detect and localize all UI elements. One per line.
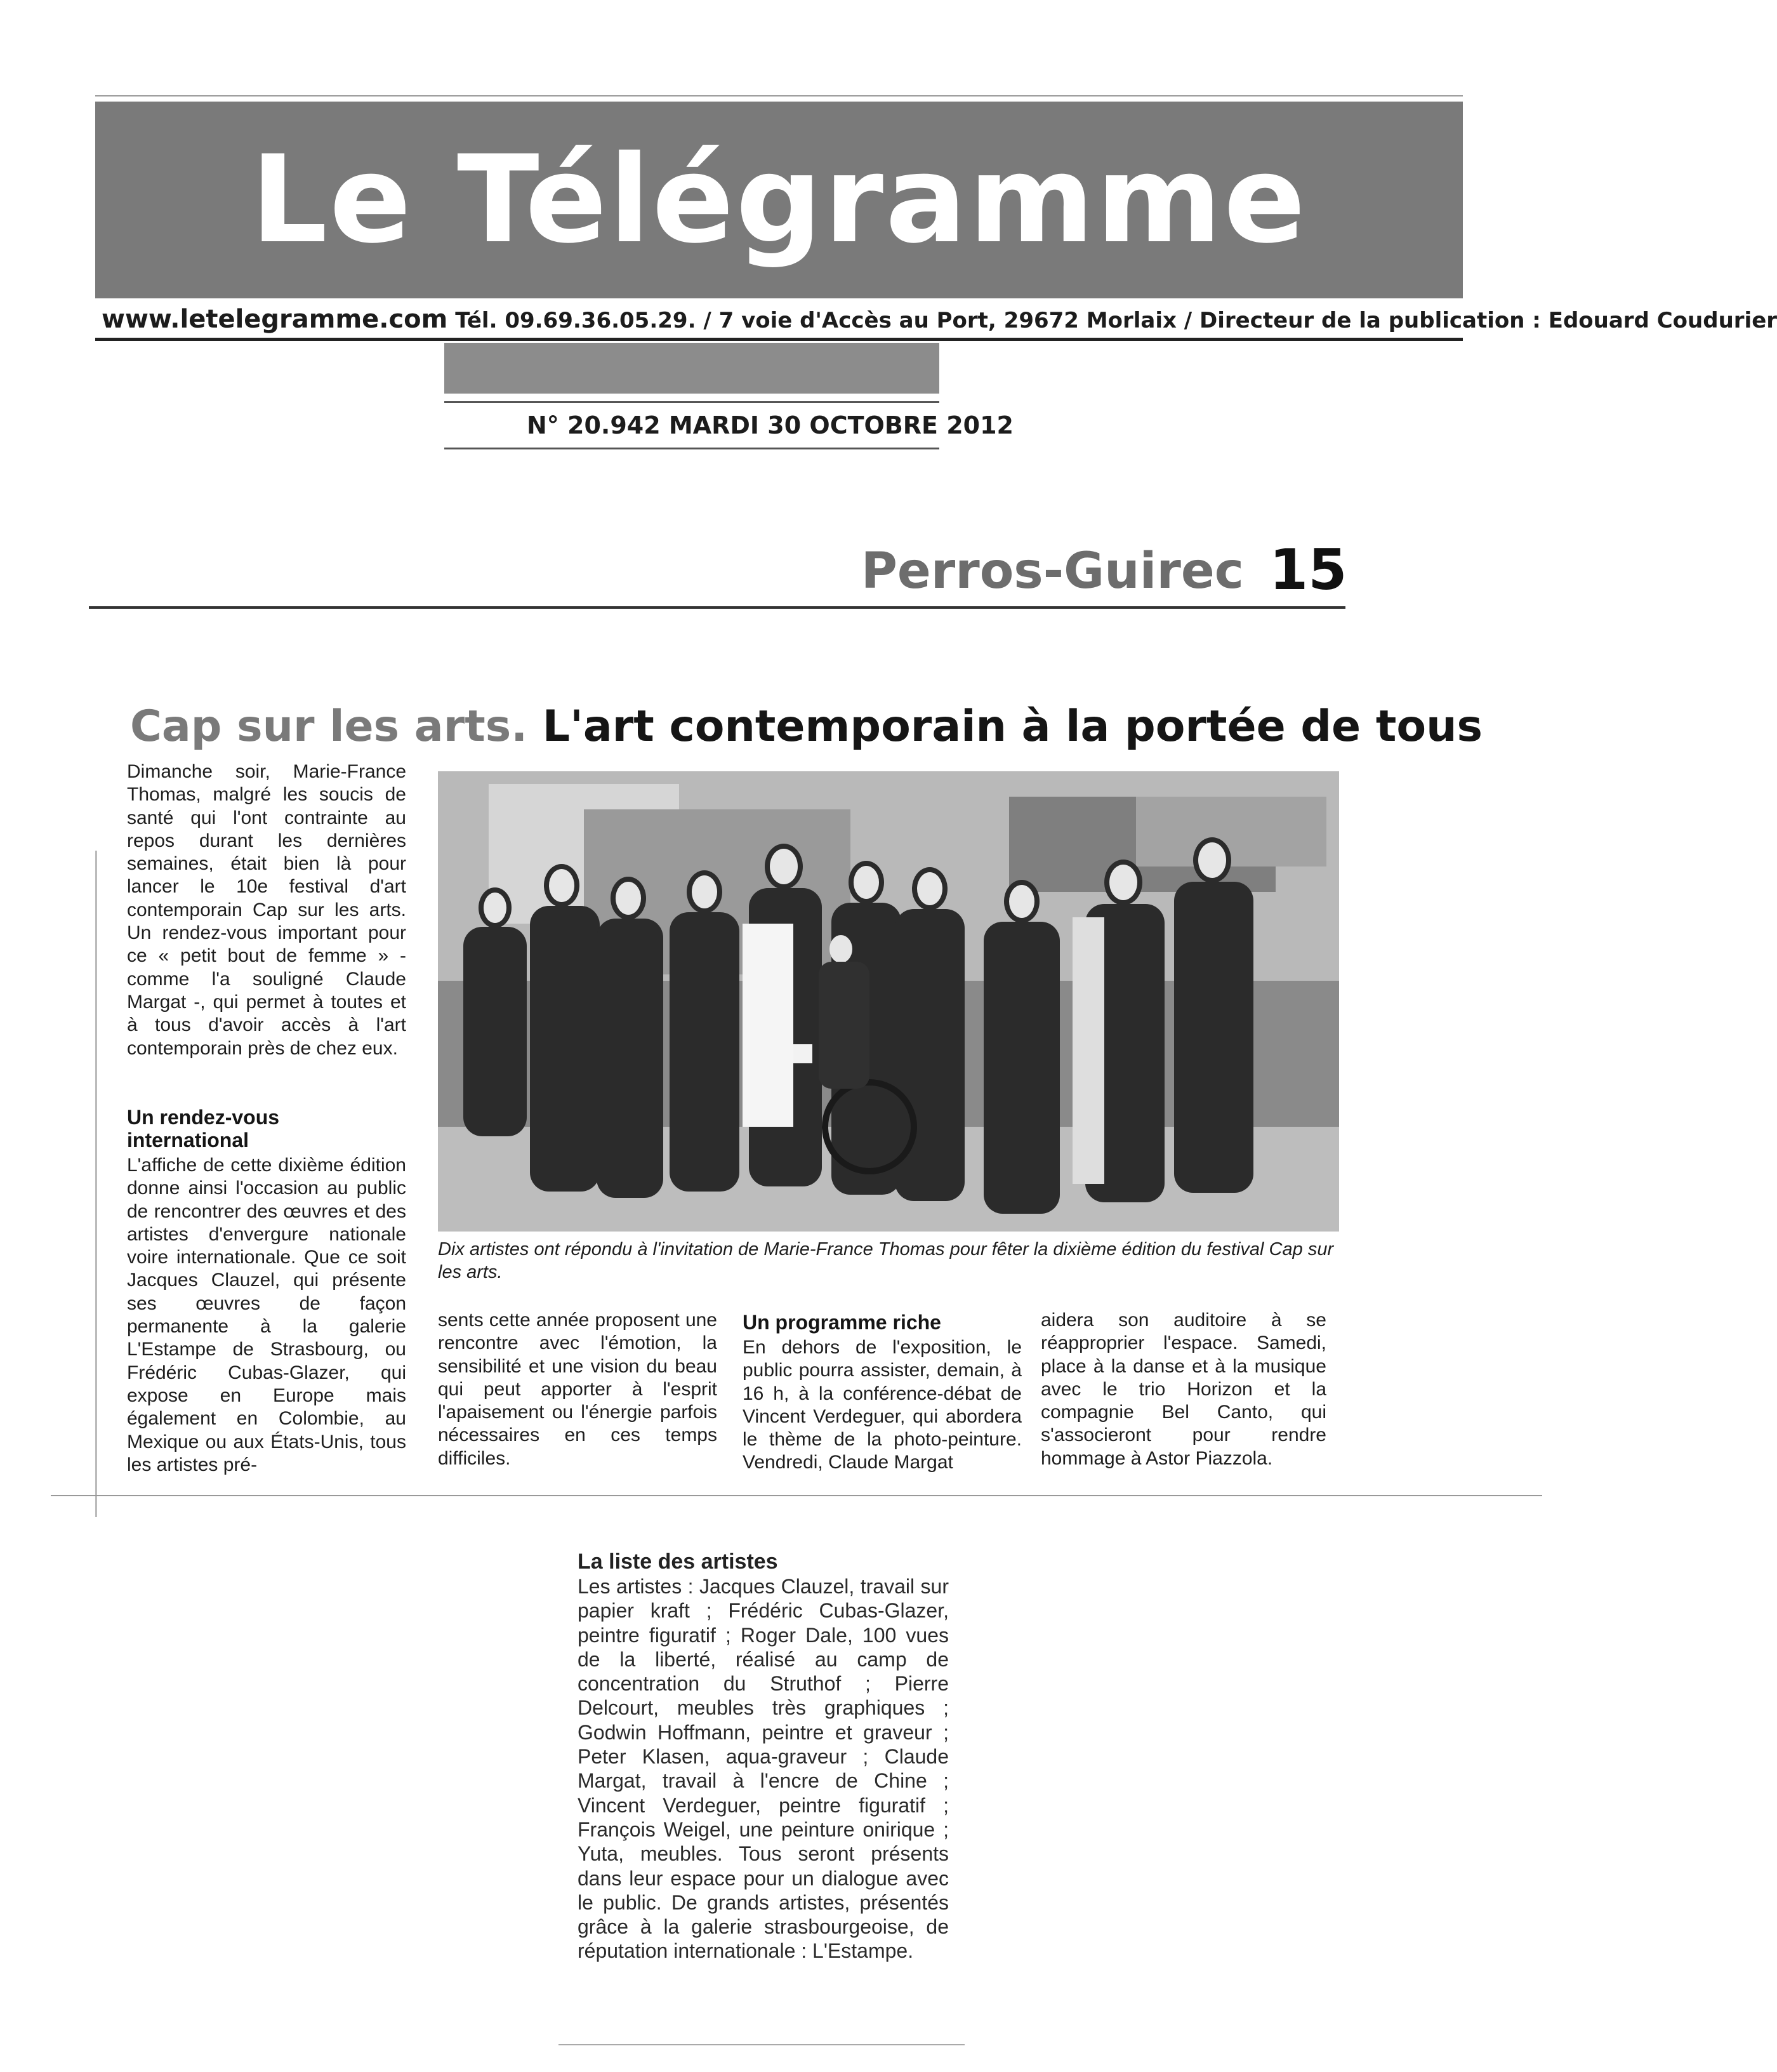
paragraph-2-continued: sents cette année proposent une rencontre avec l'émotion, la sensibilité et une vision du beau qui peut apporter à l'esprit l'apaisement ou l'énergie parfois nécessaires en ces temps difficiles. <box>438 1310 717 1469</box>
issue-rule-top <box>444 401 939 403</box>
issue-rule-bottom <box>444 448 939 449</box>
intro-paragraph: Dimanche soir, Marie-France Thomas, malgré les soucis de santé qui l'ont contrainte au repos durant les dernières semaines, était bien là pour lancer le 10e festival d'art contemporain Cap sur les arts. Un rendez-vous important pour ce « petit bout de femme » - comme l'a souligné Claude Margat -, qui permet à toutes et à tous d'avoir accès à l'art contemporain près de chez eux. <box>127 761 406 1059</box>
page-number: 15 <box>1269 537 1347 602</box>
headline-main: L'art contemporain à la portée de tous <box>542 701 1483 752</box>
subhead-international: Un rendez-vous international <box>127 1106 280 1152</box>
photo-caption: Dix artistes ont répondu à l'invitation de Marie-France Thomas pour fêter la dixième édition du festival Cap sur les arts. <box>438 1239 1334 1282</box>
section-rule <box>89 606 1345 609</box>
artists-list-body: Les artistes : Jacques Clauzel, travail sur papier kraft ; Frédéric Cubas-Glazer, peintre figuratif ; Roger Dale, 100 vues de la liberté, réalisé au camp de concentration du Struthof ; Pierre Delcourt, meubles très graphiques ; Godwin Hoffmann, peintre et graveur ; Peter Klasen, aqua-graveur ; Claude Margat, travail à l'encre de Chine ; Vincent Verdeguer, peintre figuratif ; François Weigel, une peinture onirique ; Yuta, meubles. Tous seront présents dans leur espace pour un dialogue avec le public. De grands artistes, présentés grâce à la galerie strasbourgeoise, de réputation internationale : L'Estampe. <box>578 1575 949 1963</box>
article-intro <box>127 760 406 1060</box>
newspaper-title: Le Télégramme <box>250 130 1308 270</box>
paragraph-3-continued: aidera son auditoire à se réapproprier l'espace. Samedi, place à la danse et à la musique avec le trio Horizon et la compagnie Bel Canto, qui s'associeront pour rendre hommage à Astor Piazzola. <box>1041 1310 1326 1469</box>
paragraph-3: En dehors de l'exposition, le public pourra assister, demain, à 16 h, à la conférence-débat de Vincent Verdeguer, qui abordera le thème de la photo-peinture. Vendredi, Claude Margat <box>743 1337 1022 1473</box>
section-title: Perros-Guirec <box>861 543 1244 600</box>
issue-date: N° 20.942 MARDI 30 OCTOBRE 2012 <box>527 411 1014 439</box>
masthead-rule <box>95 338 1463 341</box>
article-photo <box>438 771 1339 1232</box>
artists-list-title: La liste des artistes <box>578 1550 778 1574</box>
contact-info: Tél. 09.69.36.05.29. / 7 voie d'Accès au Port, 29672 Morlaix / Directeur de la publication : Edouard Coudurier <box>455 308 1777 333</box>
paragraph-2: L'affiche de cette dixième édition donne ainsi l'occasion au public de rencontrer des œuvres et des artistes d'envergure nationale voire internationale. Que ce soit Jacques Clauzel, qui présente ses œuvres de façon permanente à la galerie L'Estampe de Strasbourg, ou Frédéric Cubas-Glazer, qui expose en Europe mais également en Colombie, au Mexique ou aux États-Unis, tous les artistes pré- <box>127 1155 406 1475</box>
article-headline <box>130 698 1483 755</box>
group-photo-image <box>438 771 1339 1232</box>
headline-kicker: Cap sur les arts. <box>130 701 528 752</box>
website-link: www.letelegramme.com <box>102 305 448 334</box>
masthead-info-line <box>102 303 1777 335</box>
scan-margin-mark <box>95 851 97 1517</box>
issue-band <box>444 343 939 394</box>
masthead-banner <box>95 102 1463 298</box>
article-column-3 <box>743 1336 1022 1475</box>
masthead-top-rule <box>95 95 1463 96</box>
artists-bottom-rule <box>558 2044 965 2045</box>
subhead-programme: Un programme riche <box>743 1311 941 1334</box>
article-column-4 <box>1041 1309 1326 1470</box>
clipping-cut-line <box>51 1495 1542 1496</box>
article-column-2 <box>438 1309 717 1470</box>
article-column-1b <box>127 1154 406 1477</box>
